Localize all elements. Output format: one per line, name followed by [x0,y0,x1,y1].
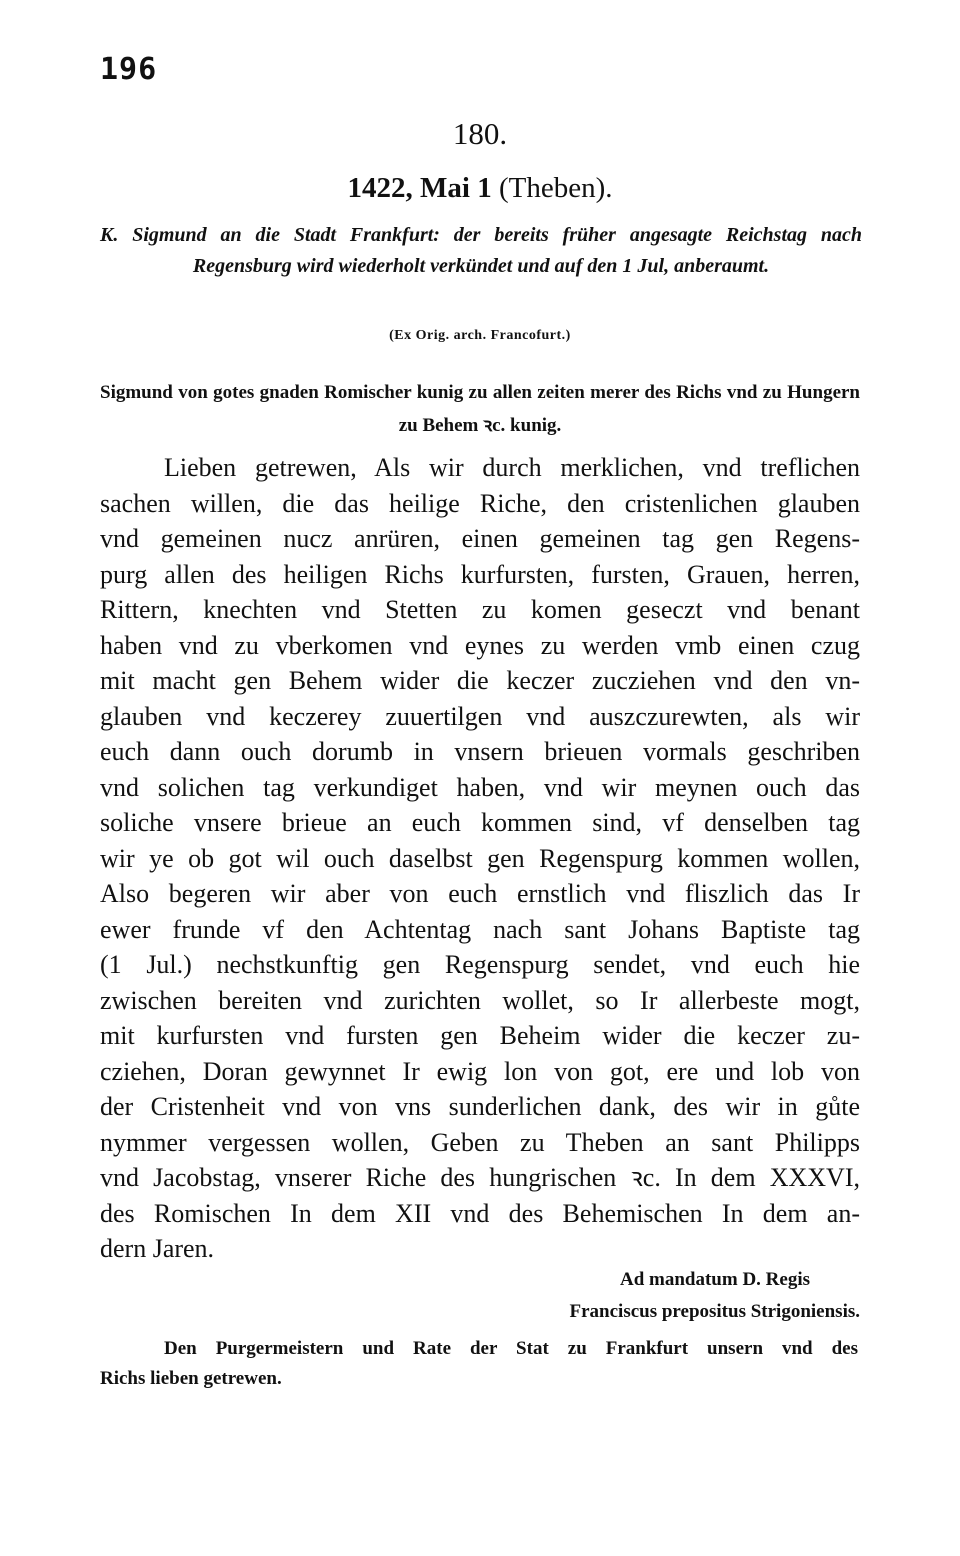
signature-block [570,1264,861,1328]
body-line: wir ye ob got wil ouch daselbst gen Regenspurg kommen wollen, [100,843,860,873]
letter-body [100,450,860,1267]
document-summary: K. Sigmund an die Stadt Frankfurt: der bereits früher angesagte Reichstag nach Regensburg wird wiederholt verkündet und auf den 1 Jul, anberaumt. [100,224,862,277]
address-line: Richs lieben getrewen. [100,1368,282,1389]
body-line: ewer frunde vf den Achtentag nach sant Johans Baptiste tag [100,914,860,944]
body-line: glauben vnd keczerey zuuertilgen vnd auszczurewten, als wir [100,701,860,731]
address-line: Den Purgermeistern und Rate der Stat zu Frankfurt unsern vnd des [164,1338,858,1359]
body-line: dern Jaren. [100,1234,215,1263]
page-number: 196 [100,52,158,87]
body-line: soliche vnsere brieue an euch kommen sind, vf denselben tag [100,808,860,837]
signature-line: Ad mandatum D. Regis [619,1269,810,1290]
body-line: vnd solichen tag verkundiget haben, vnd wir meynen ouch das [100,772,860,802]
body-line: cziehen, Doran gewynnet Ir ewig lon von got, ere und lob von [100,1056,860,1086]
body-line: der Cristenheit vnd von vns sunderlichen dank, des wir in gůte [100,1092,860,1121]
document-date [0,172,960,205]
body-line: Rittern, knechten vnd Stetten zu komen geseczt vnd benant [100,595,860,624]
body-line: vnd Jacobstag, vnserer Riche des hungrischen ꝛc. In dem XXXVI, [100,1163,860,1192]
body-line: euch dann ouch dorumb in vnsern brieuen vormals geschriben [100,737,860,766]
body-line: purg allen des heiligen Richs kurfursten, fursten, Grauen, herren, [100,559,860,589]
body-line: Lieben getrewen, Als wir durch merklichen, vnd treflichen [164,453,860,482]
date-place: (Theben). [498,172,613,204]
date-year-day: 1422, Mai 1 [347,172,492,204]
body-line: zwischen bereiten vnd zurichten wollet, so Ir allerbeste mogt, [100,985,860,1015]
body-line: mit macht gen Behem wider die keczer zucziehen vnd den vn- [100,666,860,695]
body-line: sachen willen, die das heilige Riche, den cristenlichen glauben [100,488,860,518]
signature-line: Franciscus prepositus Strigoniensis. [569,1301,860,1322]
body-line: (1 Jul.) nechstkunftig gen Regenspurg sendet, vnd euch hie [100,950,860,979]
body-line: Also begeren wir aber von euch ernstlich vnd fliszlich das Ir [100,879,860,908]
body-line: vnd gemeinen nucz anrüren, einen gemeinen tag gen Regens- [100,524,860,553]
source-note: (Ex Orig. arch. Francofurt.) [389,328,571,343]
body-line: nymmer vergessen wollen, Geben zu Theben an sant Philipps [100,1127,860,1157]
intitulatio: Sigmund von gotes gnaden Romischer kunig zu allen zeiten merer des Richs vnd zu Hungern zu Behem ꝛc. kunig. [100,382,860,436]
document-number: 180. [452,116,508,151]
body-line: mit kurfursten vnd fursten gen Beheim wider die keczer zu- [100,1021,860,1050]
body-line: haben vnd zu vberkomen vnd eynes zu werden vmb einen czug [100,630,860,660]
body-line: des Romischen In dem XII vnd des Behemischen In dem an- [100,1198,860,1228]
address-block [100,1334,858,1394]
